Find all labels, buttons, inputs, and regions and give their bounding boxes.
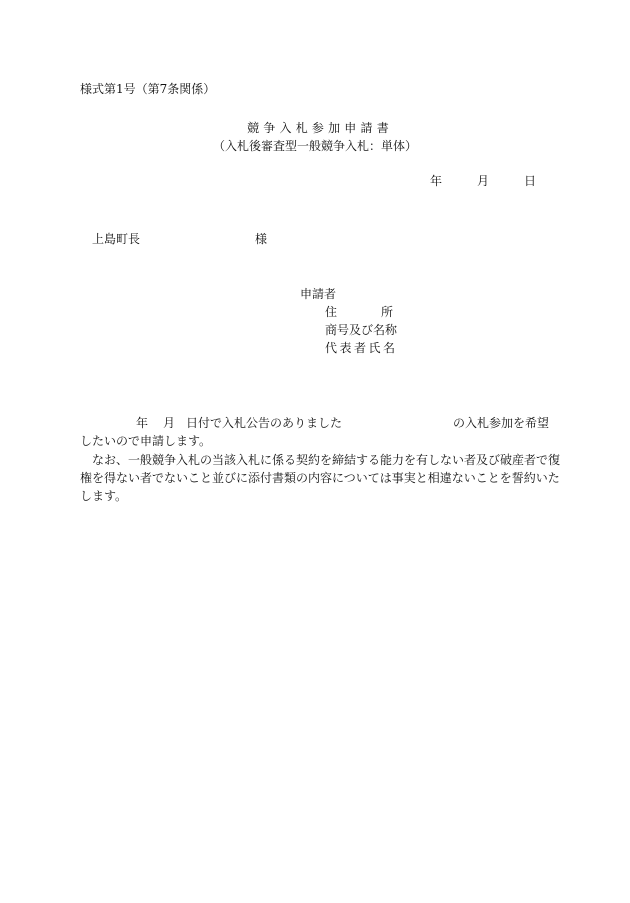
company-name-label: 商号及び名称 [325,323,398,337]
date-year-label: 年 [430,174,443,188]
paragraph1-month: 月 [163,416,176,430]
paragraph2-line3: します。 [80,489,128,503]
date-day-label: 日 [524,174,537,188]
paragraph2-line1: なお、一般競争入札の当該入札に係る契約を締結する能力を有しない者及び破産者で復 [92,453,561,467]
recipient-honorific: 様 [255,232,268,246]
recipient-name: 上島町長 [92,232,141,246]
paragraph1-text: 日付で入札公告のありました [186,416,343,430]
paragraph1-end: の入札参加を希望 [453,416,550,430]
date-month-label: 月 [477,174,490,188]
applicant-heading: 申請者 [300,287,337,301]
paragraph1-line2: したいので申請します。 [80,434,212,448]
address-label: 住所 [325,305,438,319]
paragraph1-year: 年 [136,416,149,430]
representative-name-label: 代表者氏名 [325,341,398,355]
paragraph2-line2: 権を得ない者でないこと並びに添付書類の内容については事実と相違ないことを誓約いた [80,471,560,485]
document-title: 競争入札参加申請書 [247,121,393,135]
document-subtitle: （入札後審査型一般競争入札：単体） [212,139,417,153]
form-number: 様式第1号（第7条関係） [80,82,216,96]
